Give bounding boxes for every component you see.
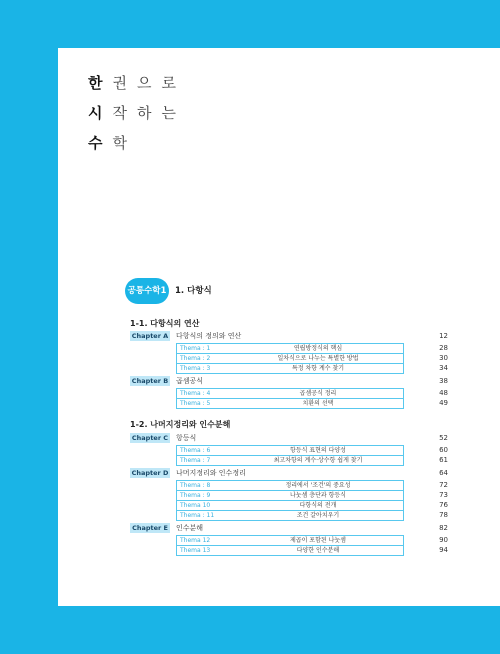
chapter-row[interactable] (130, 433, 197, 443)
chapter-chip: Chapter A (131, 332, 169, 340)
title-key-3: 수 (88, 134, 113, 152)
thema-text: 연립방정식의 핵심 (293, 345, 343, 352)
page-number: 78 (439, 511, 448, 519)
title-line-3 (88, 128, 186, 158)
page-number: 90 (439, 536, 448, 544)
page-number: 12 (439, 332, 448, 340)
page-number: 61 (439, 456, 448, 464)
thema-box (176, 480, 404, 521)
chapter-name: 다항식의 정의와 연산 (176, 332, 242, 340)
thema-label: Thema : 6 (180, 447, 211, 454)
thema-label: Thema 10 (180, 502, 211, 509)
page-number: 64 (439, 469, 448, 477)
page-number: 73 (439, 491, 448, 499)
subsection-title: 1-1. 다항식의 연산 (130, 319, 200, 328)
thema-text: 나눗셈 층단과 항등식 (290, 492, 346, 499)
thema-row[interactable] (177, 481, 403, 491)
thema-row[interactable] (177, 546, 403, 555)
thema-row[interactable] (177, 389, 403, 399)
page-number: 52 (439, 434, 448, 442)
title-rest-2: 작하는 (112, 104, 186, 122)
thema-row[interactable] (177, 364, 403, 373)
chapter-row[interactable] (130, 523, 204, 533)
page-number: 60 (439, 446, 448, 454)
chapter-row[interactable] (130, 376, 204, 386)
page-number: 72 (439, 481, 448, 489)
thema-text: 다양한 인수분해 (296, 547, 340, 554)
thema-label: Thema : 7 (180, 457, 211, 464)
title-rest-1: 권으로 (112, 74, 186, 92)
thema-row[interactable] (177, 446, 403, 456)
chapter-name: 인수분해 (176, 524, 204, 532)
thema-row[interactable] (177, 501, 403, 511)
thema-label: Thema : 11 (180, 512, 215, 519)
thema-label: Thema : 3 (180, 365, 211, 372)
page-number: 28 (439, 344, 448, 352)
thema-label: Thema 13 (180, 547, 211, 554)
thema-label: Thema : 5 (180, 400, 211, 407)
thema-box (176, 388, 404, 409)
book-title (88, 68, 186, 158)
thema-row[interactable] (177, 491, 403, 501)
thema-row[interactable] (177, 354, 403, 364)
thema-label: Thema : 1 (180, 345, 211, 352)
title-key-1: 한 (88, 74, 113, 92)
page-number: 34 (439, 364, 448, 372)
page-number: 49 (439, 399, 448, 407)
title-key-2: 시 (88, 104, 113, 122)
thema-text: 조건 갈아치우기 (296, 512, 340, 519)
title-line-1 (88, 68, 186, 98)
thema-label: Thema : 4 (180, 390, 211, 397)
course-badge: 공통수학1 (125, 278, 169, 304)
toc-page (58, 48, 500, 606)
section-title: 1. 다항식 (175, 286, 212, 296)
thema-row[interactable] (177, 399, 403, 408)
thema-label: Thema : 8 (180, 482, 211, 489)
thema-text: 최고차항의 계수·상수항 쉽게 찾기 (273, 457, 363, 464)
title-line-2 (88, 98, 186, 128)
page-number: 82 (439, 524, 448, 532)
page-number: 76 (439, 501, 448, 509)
subsection-title: 1-2. 나머지정리와 인수분해 (130, 420, 231, 429)
chapter-chip: Chapter D (131, 469, 169, 477)
chapter-chip: Chapter C (131, 434, 169, 442)
chapter-chip: Chapter E (130, 523, 170, 533)
chapter-chip: Chapter B (131, 377, 169, 385)
thema-text: 정리에서 '조건'의 중요성 (285, 482, 351, 489)
chapter-name: 항등식 (176, 434, 197, 442)
page-number: 48 (439, 389, 448, 397)
thema-row[interactable] (177, 344, 403, 354)
thema-box (176, 445, 404, 466)
thema-text: 제곱이 포함된 나눗셈 (290, 537, 346, 544)
page-number: 94 (439, 546, 448, 554)
thema-row[interactable] (177, 536, 403, 546)
thema-row[interactable] (177, 456, 403, 465)
title-rest-3: 학 (112, 134, 137, 152)
thema-text: 일차식으로 나누는 특별한 방법 (277, 355, 359, 362)
page-number: 30 (439, 354, 448, 362)
page-number: 38 (439, 377, 448, 385)
chapter-row[interactable] (130, 468, 246, 478)
thema-label: Thema 12 (180, 537, 211, 544)
thema-box (176, 343, 404, 374)
chapter-row[interactable] (130, 331, 242, 341)
chapter-name: 곱셈공식 (176, 377, 204, 385)
thema-text: 다항식의 전개 (299, 502, 337, 509)
thema-text: 곱셈공식 정리 (299, 390, 337, 397)
chapter-name: 나머지정리와 인수정리 (176, 469, 246, 477)
thema-row[interactable] (177, 511, 403, 520)
thema-text: 치환의 선택 (302, 400, 334, 407)
thema-text: 항등식 표현의 다양성 (290, 447, 346, 454)
thema-text: 특정 차항 계수 찾기 (291, 365, 345, 372)
thema-box (176, 535, 404, 556)
thema-label: Thema : 2 (180, 355, 211, 362)
thema-label: Thema : 9 (180, 492, 211, 499)
